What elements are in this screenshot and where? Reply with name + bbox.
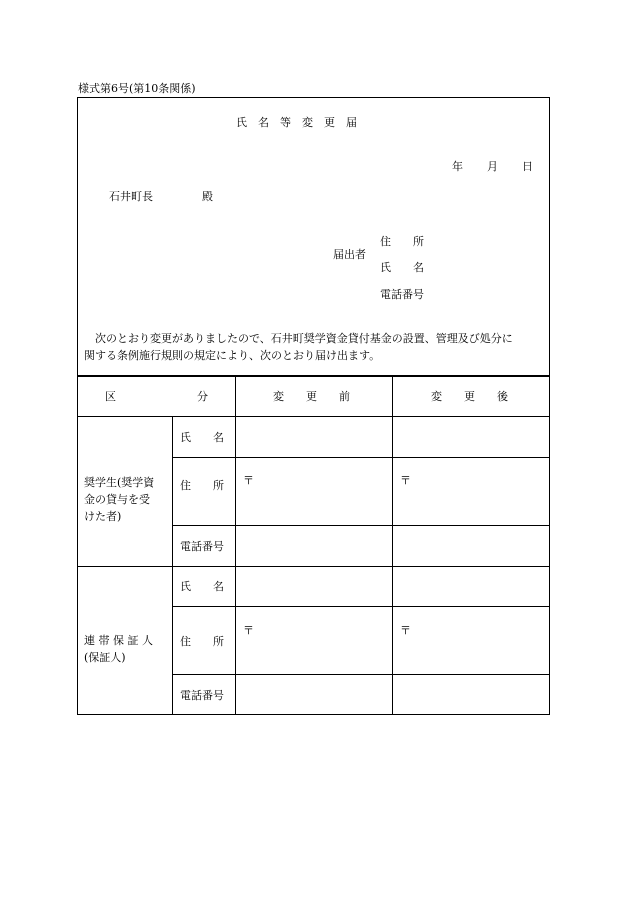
notifier-address-label: 住 所 xyxy=(380,235,424,248)
item-name-label: 氏 名 xyxy=(180,431,224,444)
group-label-guarantor xyxy=(84,632,170,666)
item-phone-label: 電話番号 xyxy=(180,540,224,553)
date-year: 年 xyxy=(452,160,463,173)
header-after: 変 更 後 xyxy=(431,390,508,403)
form-number: 様式第6号(第10条関係) xyxy=(78,82,196,95)
group-label-student xyxy=(84,474,170,525)
addressee-honorific: 殿 xyxy=(202,190,213,203)
form-title: 氏 名 等 変 更 届 xyxy=(236,116,357,129)
notifier-phone-label: 電話番号 xyxy=(380,288,424,301)
after-postal-mark: 〒 xyxy=(400,474,411,487)
after-column-rule xyxy=(392,376,393,715)
addressee-name: 石井町長 xyxy=(109,190,153,203)
row-rule xyxy=(172,457,550,458)
group-label-line: 金の貸与を受 xyxy=(84,493,150,506)
notifier-label: 届出者 xyxy=(333,248,366,261)
table-top-rule xyxy=(77,375,550,377)
statement xyxy=(84,330,546,364)
before-postal-mark: 〒 xyxy=(243,474,254,487)
statement-line-2: 関する条例施行規則の規定により、次のとおり届け出ます。 xyxy=(84,349,381,362)
row-rule xyxy=(172,525,550,526)
notifier-name-label: 氏 名 xyxy=(380,261,424,274)
statement-line-1: 次のとおり変更がありましたので、石井町奨学資金貸付基金の設置、管理及び処分に xyxy=(95,332,513,345)
header-category-right: 分 xyxy=(197,390,208,403)
group-label-line: (保証人) xyxy=(84,651,126,664)
date-day: 日 xyxy=(522,160,533,173)
item-address-label: 住 所 xyxy=(180,479,224,492)
header-category-left: 区 xyxy=(105,390,116,403)
item-address-label: 住 所 xyxy=(180,635,224,648)
before-column-rule xyxy=(235,376,236,715)
item-name-label: 氏 名 xyxy=(180,580,224,593)
group-label-line: 奨学生(奨学資 xyxy=(84,476,155,489)
group-label-line: 連 帯 保 証 人 xyxy=(84,634,153,647)
row-rule xyxy=(172,606,550,607)
header-bottom-rule xyxy=(77,416,550,417)
row-rule xyxy=(172,674,550,675)
date-month: 月 xyxy=(487,160,498,173)
group-label-line: けた者) xyxy=(84,510,122,523)
before-postal-mark: 〒 xyxy=(243,624,254,637)
after-postal-mark: 〒 xyxy=(400,624,411,637)
item-phone-label: 電話番号 xyxy=(180,689,224,702)
header-before: 変 更 前 xyxy=(273,390,350,403)
group-rule xyxy=(77,566,550,567)
